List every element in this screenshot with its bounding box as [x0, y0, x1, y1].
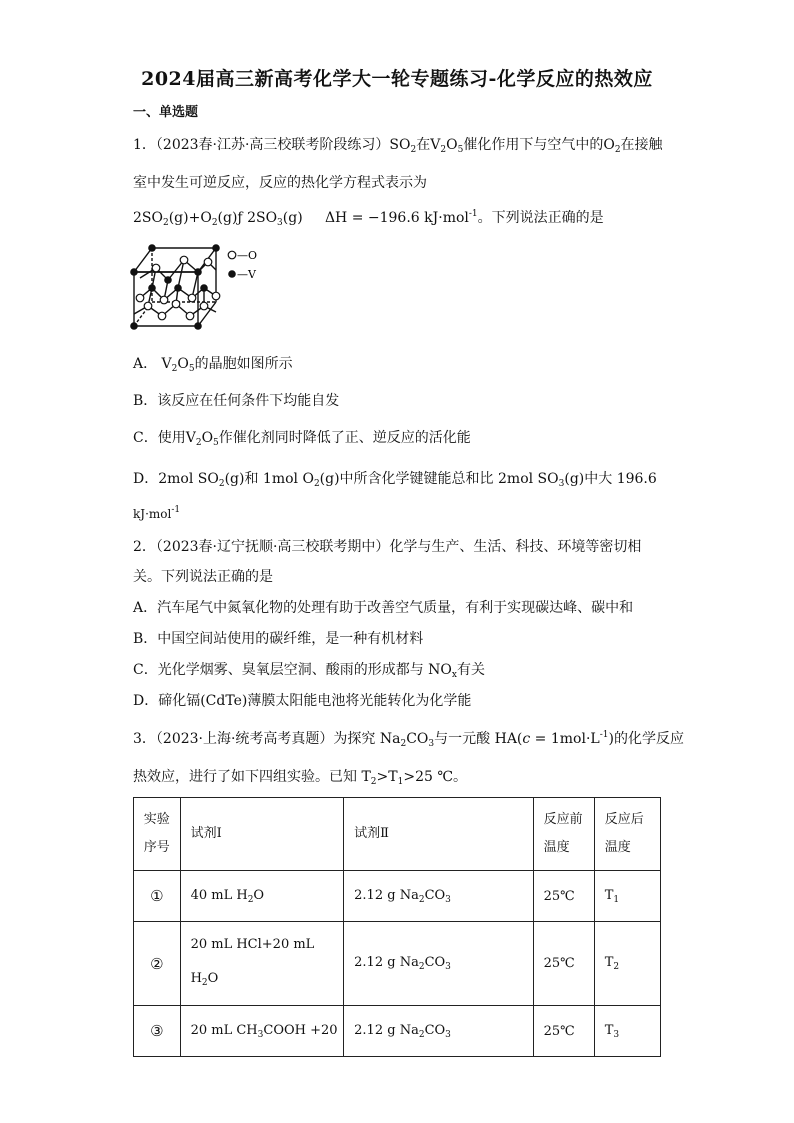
q1-option-d-unit: kJ·mol$^{-1}$ [133, 505, 181, 521]
temp-before-cell: 25℃ [533, 1006, 594, 1057]
q2-option-a: A．汽车尾气中氮氧化物的处理有助于改善空气质量，有利于实现碳达峰、碳中和 [133, 600, 634, 616]
q2-line1: 2．（2023春·辽宁抚顺·高三校联考期中）化学与生产、生活、科技、环境等密切相 [133, 539, 642, 555]
q1-option-a: A． $V_2O_5$的晶胞如图所示 [133, 356, 293, 374]
row-number: ③ [134, 1006, 181, 1057]
legend-oxygen-label: —O [237, 249, 258, 262]
row-number: ① [134, 871, 181, 922]
temp-before-cell: 25℃ [533, 871, 594, 922]
q2-option-b: B．中国空间站使用的碳纤维，是一种有机材料 [133, 631, 424, 647]
reagent-1-cell: 20 mL $CH_3COOH +20$ [180, 1006, 344, 1057]
vanadium-legend-marker [228, 270, 236, 278]
q1-option-c: C．使用$V_2O_5$作催化剂同时降低了正、逆反应的活化能 [133, 430, 471, 448]
q1-option-b: B．该反应在任何条件下均能自发 [133, 393, 340, 409]
row-number: ② [134, 922, 181, 1006]
header-temp-before: 反应前 温度 [533, 798, 594, 871]
table-row [134, 1006, 661, 1057]
legend-vanadium-label: —V [237, 268, 256, 281]
reagent-2-cell: 2.12 g $Na_2CO_3$ [344, 871, 533, 922]
temp-after-cell: $T_2$ [594, 922, 660, 1006]
reagent-2-cell: 2.12 g $Na_2CO_3$ [344, 1006, 533, 1057]
table-header-row [134, 798, 661, 871]
header-experiment-no: 实验 序号 [134, 798, 181, 871]
experiment-table [133, 797, 661, 1057]
q1-equation: $2SO_2(g)+O_2(g)ƒ$ $2SO_3(g)$ ΔH = −196.6 kJ·mol$^{-1}$。下列说法正确的是 [133, 209, 604, 228]
reagent-2-cell: 2.12 g $Na_2CO_3$ [344, 922, 533, 1006]
reagent-1-cell: 40 mL $H_2O$ [180, 871, 344, 922]
v2o5-unit-cell-diagram [128, 240, 268, 332]
header-reagent-1: 试剂Ⅰ [180, 798, 344, 871]
q2-line2: 关。下列说法正确的是 [133, 569, 273, 585]
page-title: 2024届高三新高考化学大一轮专题练习-化学反应的热效应 [141, 68, 653, 90]
q1-line2: 室中发生可逆反应，反应的热化学方程式表示为 [133, 175, 427, 191]
table-row [134, 871, 661, 922]
q2-option-c: C．光化学烟雾、臭氧层空洞、酸雨的形成都与 $NO_x$有关 [133, 662, 485, 680]
section-heading: 一、单选题 [133, 105, 199, 120]
q3-line2: 热效应，进行了如下四组实验。已知 $T_2>T_1>25$ ℃。 [133, 769, 467, 787]
q3-line1: 3．（2023·上海·统考高考真题）为探究 $Na_2CO_3$与一元酸 $HA(c = 1mol\cdot L^{-1})$的化学反应 [133, 730, 684, 749]
temp-after-cell: $T_1$ [594, 871, 660, 922]
header-reagent-2: 试剂Ⅱ [344, 798, 533, 871]
header-temp-after: 反应后 温度 [594, 798, 660, 871]
temp-after-cell: $T_3$ [594, 1006, 660, 1057]
reagent-1-cell: 20 mL HCl+20 mL $H_2O$ [180, 922, 344, 1006]
table-row [134, 922, 661, 1006]
temp-before-cell: 25℃ [533, 922, 594, 1006]
q1-option-d: D．2mol $SO_2(g)$和 1mol $O_2(g)$中所含化学键键能总和比 2mol $SO_3(g)$中大 196.6 [133, 471, 657, 489]
q2-option-d: D．碲化镉(CdTe)薄膜太阳能电池将光能转化为化学能 [133, 693, 472, 709]
oxygen-legend-marker [228, 251, 236, 259]
q1-line1: 1．（2023春·江苏·高三校联考阶段练习）$SO_2$在$V_2O_5$催化作用下与空气中的$O_2$在接触 [133, 137, 663, 155]
